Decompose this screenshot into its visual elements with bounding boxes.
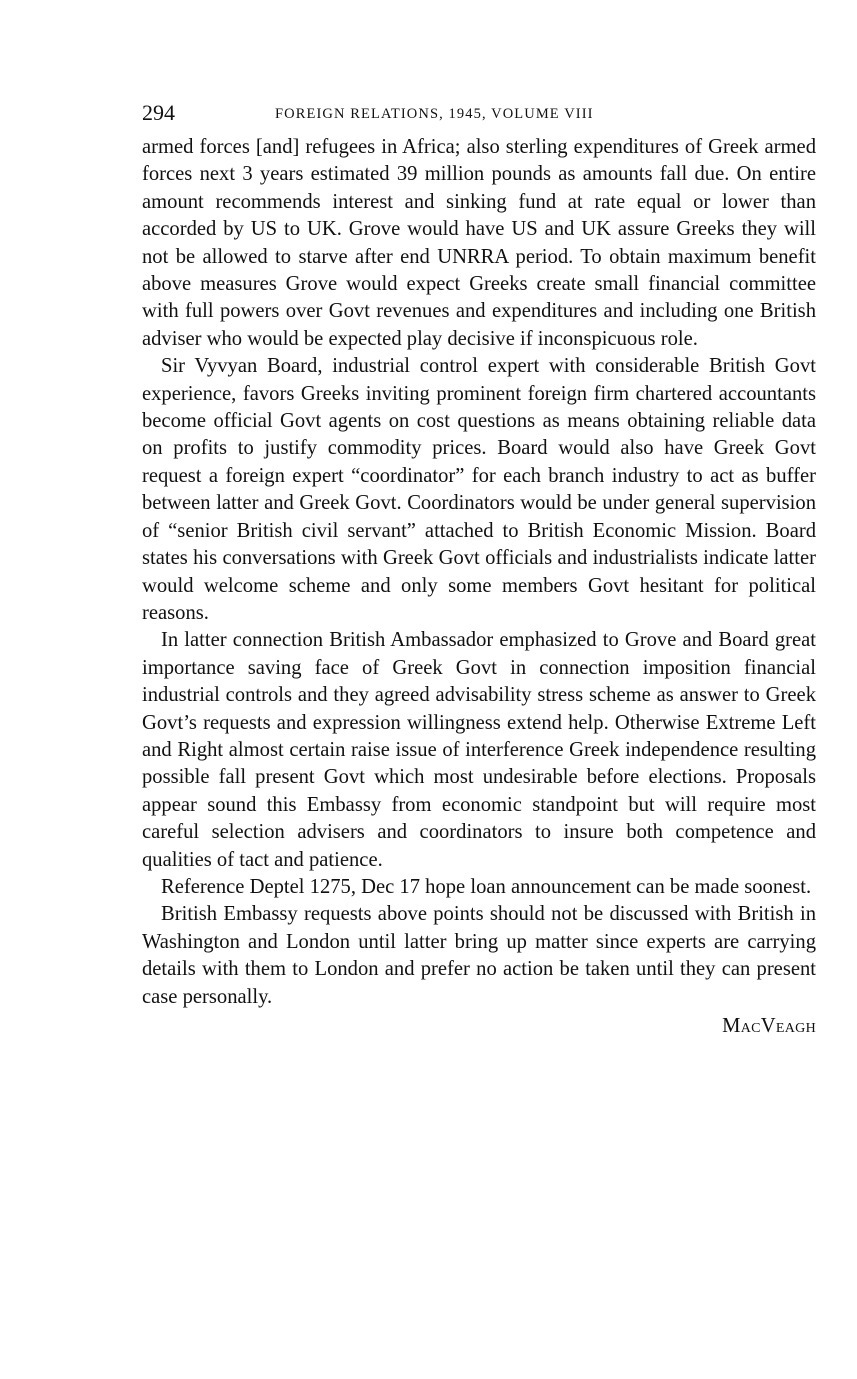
paragraph-embassy-request: British Embassy requests above points should not be discussed with British in Washington and London until latter bring up matter since experts are carrying details with them to London and prefer no action be taken until they can present case personally. <box>142 903 816 1008</box>
page-number: 294 <box>142 100 175 125</box>
document-body <box>142 134 816 1011</box>
document-page <box>142 98 816 1040</box>
paragraph-ambassador: In latter connection British Ambassador emphasized to Grove and Board great importance saving face of Greek Govt in connection imposition financial industrial controls and they agreed advisability stress scheme as answer to Greek Govt’s requests and expression willingness extend help. Otherwise Extreme Left and Right almost certain raise issue of interference Greek independence resulting possible fall present Govt which most undesirable before elections. Proposals appear sound this Embassy from economic standpoint but will require most careful selection advisers and coordinators to insure both competence and qualities of tact and patience. <box>142 629 816 871</box>
paragraph-continuation: armed forces [and] refugees in Africa; also sterling expenditures of Greek armed forces next 3 years estimated 39 million pounds as amounts fall due. On entire amount recommends interest and sinking fund at rate equal or lower than accorded by US to UK. Grove would have US and UK assure Greeks they will not be allowed to starve after end UNRRA period. To obtain maximum benefit above measures Grove would expect Greeks create small financial committee with full powers over Govt revenues and expenditures and including one British adviser who would be expected play decisive if inconspicuous role. <box>142 136 816 350</box>
paragraph-reference: Reference Deptel 1275, Dec 17 hope loan announcement can be made soonest. <box>161 875 812 898</box>
signature: MacVeagh <box>722 1015 816 1037</box>
running-header <box>142 98 816 134</box>
paragraph-board: Sir Vyvyan Board, industrial control expert with considerable British Govt experience, favors Greeks inviting prominent foreign firm chartered accountants become official Govt agents on cost questions as means obtaining reliable data on profits to justify commodity prices. Board would also have Greek Govt request a foreign expert “coordinator” for each branch industry to act as buffer between latter and Greek Govt. Coordinators would be under general supervision of “senior British civil servant” attached to British Economic Mission. Board states his conversations with Greek Govt officials and industrialists indicate latter would welcome scheme and only some members Govt hesitant for political reasons. <box>142 355 816 624</box>
running-header-title: FOREIGN RELATIONS, 1945, VOLUME VIII <box>275 106 594 122</box>
